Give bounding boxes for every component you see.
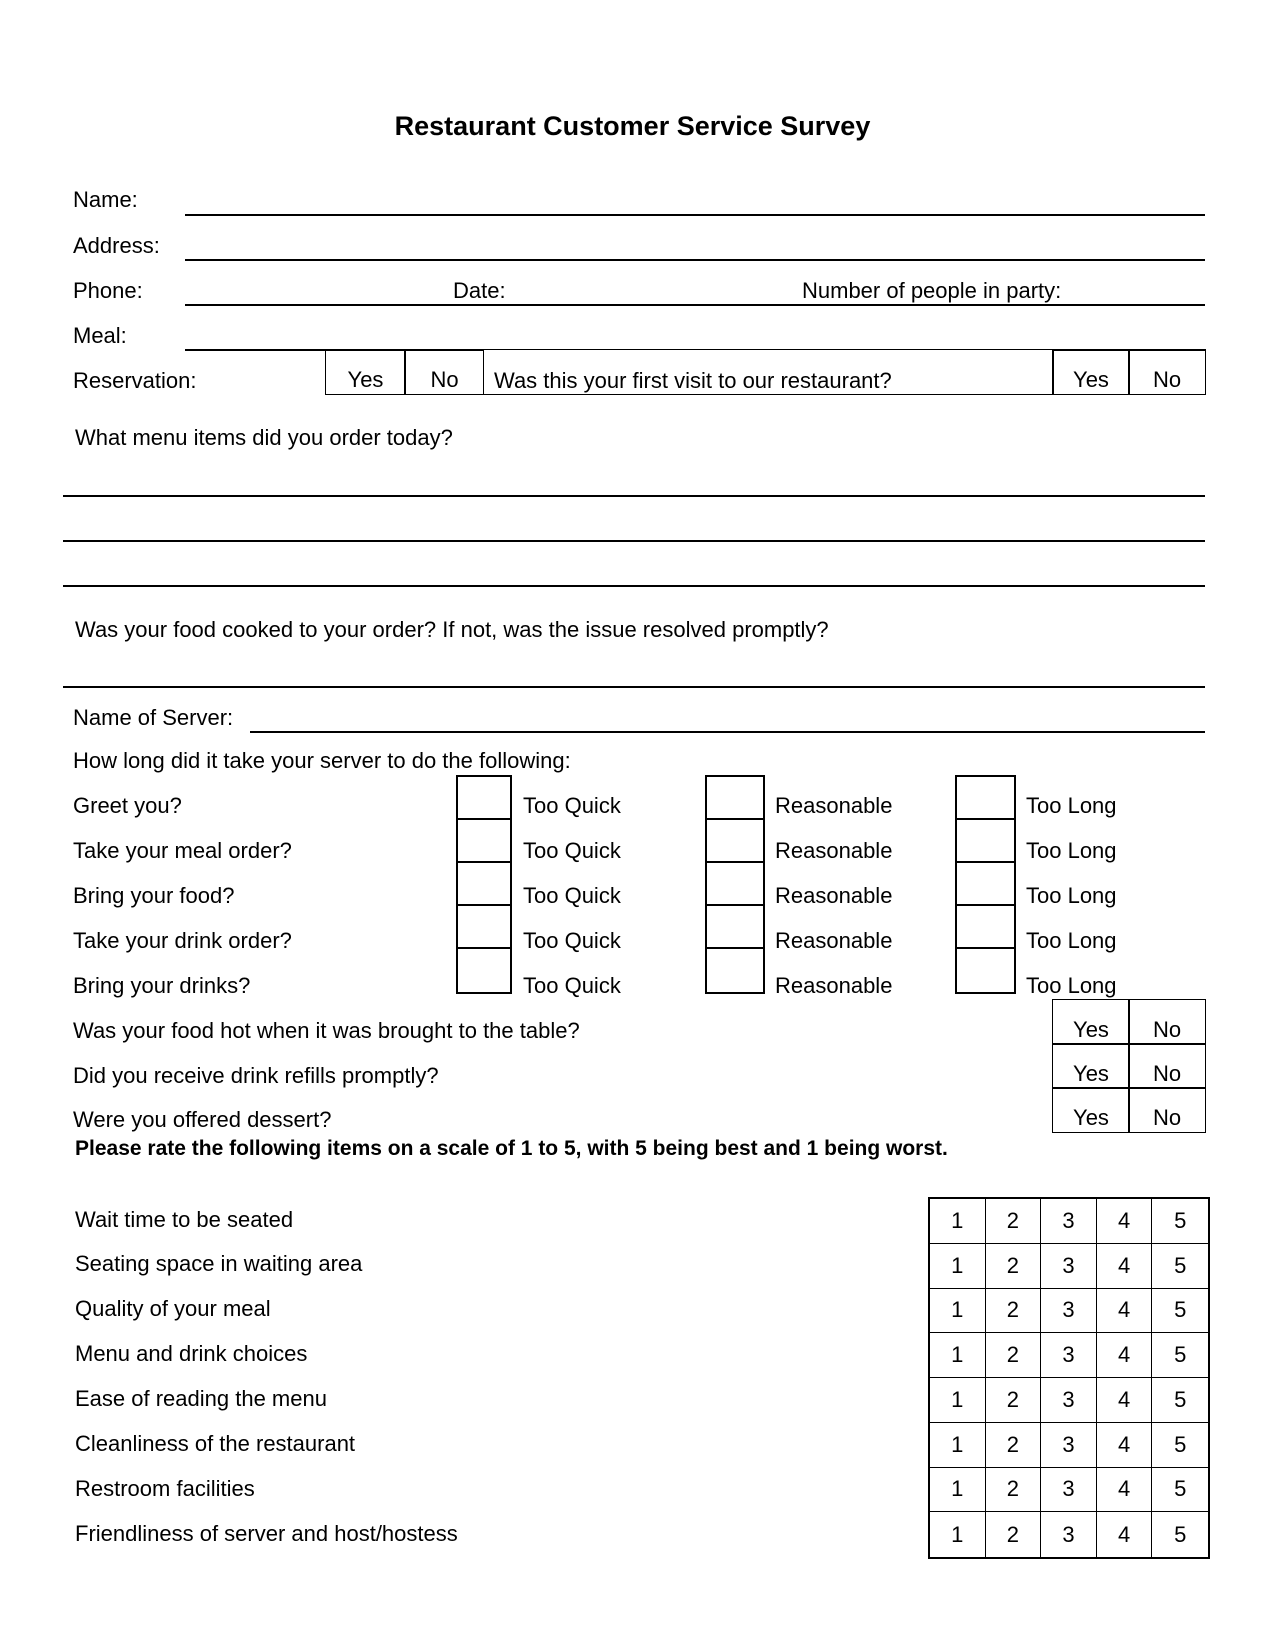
rating-option-7-1[interactable]: 1 — [930, 1468, 986, 1513]
option-label: Reasonable — [775, 928, 893, 953]
name-label: Name: — [73, 187, 138, 212]
rating-item: Restroom facilities — [75, 1476, 255, 1501]
bring-drinks-too-long-checkbox[interactable] — [955, 947, 1016, 994]
drink-order-too-quick-checkbox[interactable] — [456, 904, 512, 949]
rating-option-2-2[interactable]: 2 — [986, 1244, 1042, 1289]
dessert-no-option[interactable]: No — [1128, 1087, 1206, 1133]
bring-drinks-reasonable-checkbox[interactable] — [705, 947, 765, 994]
rating-option-8-5[interactable]: 5 — [1174, 1521, 1187, 1547]
page-title: Restaurant Customer Service Survey — [394, 111, 871, 141]
drink-order-reasonable-checkbox[interactable] — [705, 904, 765, 949]
option-label: Too Long — [1026, 883, 1117, 908]
rating-option-4-4[interactable]: 4 — [1097, 1333, 1153, 1378]
date-label: Date: — [453, 278, 506, 303]
option-label: Too Quick — [523, 883, 621, 908]
cooked-question: Was your food cooked to your order? If not, was the issue resolved promptly? — [75, 617, 829, 642]
task-greet: Greet you? — [73, 793, 182, 818]
rating-option-7-5[interactable]: 5 — [1152, 1468, 1208, 1513]
refills-no-option[interactable]: No — [1128, 1043, 1206, 1089]
rating-option-2-3[interactable]: 3 — [1041, 1244, 1097, 1289]
meal-order-too-quick-checkbox[interactable] — [456, 818, 512, 863]
rating-option-4-5[interactable]: 5 — [1152, 1333, 1208, 1378]
rating-option-4-3[interactable]: 3 — [1041, 1333, 1097, 1378]
rating-option-7-3[interactable]: 3 — [1041, 1468, 1097, 1513]
first-visit-no-option[interactable]: No — [1128, 349, 1206, 395]
reservation-yes-option[interactable]: Yes — [325, 349, 406, 395]
option-label: Reasonable — [775, 838, 893, 863]
menu-items-line-2[interactable] — [63, 540, 1205, 542]
greet-reasonable-checkbox[interactable] — [705, 775, 765, 820]
server-timing-intro: How long did it take your server to do the following: — [73, 748, 571, 773]
option-label: Too Quick — [523, 928, 621, 953]
cooked-answer-line[interactable] — [63, 686, 1205, 688]
first-visit-question: Was this your first visit to our restaurant? — [494, 368, 892, 393]
rating-option-1-3[interactable]: 3 — [1041, 1199, 1097, 1244]
option-label: Reasonable — [775, 793, 893, 818]
food-hot-yes-option[interactable]: Yes — [1052, 999, 1130, 1045]
rating-instruction: Please rate the following items on a scale of 1 to 5, with 5 being best and 1 being worst. — [75, 1137, 948, 1160]
rating-option-4-1[interactable]: 1 — [930, 1333, 986, 1378]
rating-option-5-2[interactable]: 2 — [986, 1378, 1042, 1423]
yn-question-refills: Did you receive drink refills promptly? — [73, 1063, 439, 1088]
rating-option-5-1[interactable]: 1 — [930, 1378, 986, 1423]
meal-order-reasonable-checkbox[interactable] — [705, 818, 765, 863]
menu-items-line-1[interactable] — [63, 495, 1205, 497]
rating-option-2-5[interactable]: 5 — [1152, 1244, 1208, 1289]
option-label: Too Quick — [523, 973, 621, 998]
bring-food-reasonable-checkbox[interactable] — [705, 861, 765, 906]
rating-option-3-1[interactable]: 1 — [930, 1289, 986, 1334]
food-hot-no-option[interactable]: No — [1128, 999, 1206, 1045]
task-drink-order: Take your drink order? — [73, 928, 292, 953]
rating-option-6-1[interactable]: 1 — [930, 1423, 986, 1468]
bring-drinks-too-quick-checkbox[interactable] — [456, 947, 512, 994]
rating-option-8-4[interactable]: 4 — [1097, 1512, 1153, 1557]
reservation-label: Reservation: — [73, 368, 197, 393]
rating-option-3-5[interactable]: 5 — [1152, 1289, 1208, 1334]
name-field[interactable] — [185, 214, 1205, 216]
rating-option-1-2[interactable]: 2 — [986, 1199, 1042, 1244]
menu-items-question: What menu items did you order today? — [75, 425, 453, 450]
option-label: Too Long — [1026, 928, 1117, 953]
rating-option-7-2[interactable]: 2 — [986, 1468, 1042, 1513]
rating-option-6-4[interactable]: 4 — [1097, 1423, 1153, 1468]
menu-items-line-3[interactable] — [63, 585, 1205, 587]
rating-option-8-2[interactable]: 2 — [986, 1512, 1042, 1557]
yn-question-food-hot: Was your food hot when it was brought to the table? — [73, 1018, 580, 1043]
phone-date-party-field[interactable] — [185, 304, 1205, 306]
rating-option-1-5[interactable]: 5 — [1152, 1199, 1208, 1244]
rating-option-8-1[interactable]: 1 — [930, 1512, 986, 1557]
bring-food-too-quick-checkbox[interactable] — [456, 861, 512, 906]
rating-option-1-1[interactable]: 1 — [930, 1199, 986, 1244]
rating-item: Cleanliness of the restaurant — [75, 1431, 356, 1456]
phone-label: Phone: — [73, 278, 143, 303]
rating-option-1-4[interactable]: 4 — [1097, 1199, 1153, 1244]
task-meal-order: Take your meal order? — [73, 838, 292, 863]
rating-option-6-5[interactable]: 5 — [1152, 1423, 1208, 1468]
yn-question-dessert: Were you offered dessert? — [73, 1107, 332, 1132]
task-bring-drinks: Bring your drinks? — [73, 973, 251, 998]
rating-option-8-3[interactable]: 3 — [1041, 1512, 1097, 1557]
bring-food-too-long-checkbox[interactable] — [955, 861, 1016, 906]
rating-item: Quality of your meal — [75, 1296, 271, 1321]
rating-option-2-4[interactable]: 4 — [1097, 1244, 1153, 1289]
option-label: Reasonable — [775, 883, 893, 908]
rating-grid — [928, 1197, 1210, 1559]
rating-item: Wait time to be seated — [75, 1207, 294, 1232]
meal-order-too-long-checkbox[interactable] — [955, 818, 1016, 863]
option-label: Too Quick — [523, 793, 621, 818]
rating-option-7-4[interactable]: 4 — [1097, 1468, 1153, 1513]
rating-option-4-2[interactable]: 2 — [986, 1333, 1042, 1378]
option-label: Too Long — [1026, 973, 1117, 998]
refills-yes-option[interactable]: Yes — [1052, 1043, 1130, 1089]
server-name-field[interactable] — [250, 731, 1205, 733]
reservation-no-option[interactable]: No — [404, 349, 485, 395]
address-label: Address: — [73, 233, 160, 258]
rating-option-5-5[interactable]: 5 — [1152, 1378, 1208, 1423]
rating-option-3-3[interactable]: 3 — [1041, 1289, 1097, 1334]
greet-too-long-checkbox[interactable] — [955, 775, 1016, 820]
rating-option-5-4[interactable]: 4 — [1097, 1378, 1153, 1423]
rating-option-2-1[interactable]: 1 — [930, 1244, 986, 1289]
task-bring-food: Bring your food? — [73, 883, 235, 908]
option-label: Reasonable — [775, 973, 893, 998]
server-name-label: Name of Server: — [73, 705, 234, 730]
option-label: Too Long — [1026, 793, 1117, 818]
rating-item: Menu and drink choices — [75, 1341, 308, 1366]
greet-too-quick-checkbox[interactable] — [456, 775, 512, 820]
dessert-yes-option[interactable]: Yes — [1052, 1087, 1130, 1133]
rating-option-6-3[interactable]: 3 — [1041, 1423, 1097, 1468]
rating-item: Ease of reading the menu — [75, 1386, 327, 1411]
rating-option-6-2[interactable]: 2 — [986, 1423, 1042, 1468]
rating-item: Seating space in waiting area — [75, 1251, 363, 1276]
option-label: Too Long — [1026, 838, 1117, 863]
meal-label: Meal: — [73, 323, 127, 348]
option-label: Too Quick — [523, 838, 621, 863]
party-size-label: Number of people in party: — [802, 278, 1062, 303]
rating-item: Friendliness of server and host/hostess — [75, 1521, 458, 1546]
rating-option-3-2[interactable]: 2 — [986, 1289, 1042, 1334]
address-field[interactable] — [185, 259, 1205, 261]
rating-option-5-3[interactable]: 3 — [1041, 1378, 1097, 1423]
drink-order-too-long-checkbox[interactable] — [955, 904, 1016, 949]
first-visit-yes-option[interactable]: Yes — [1052, 349, 1130, 395]
rating-option-3-4[interactable]: 4 — [1097, 1289, 1153, 1334]
